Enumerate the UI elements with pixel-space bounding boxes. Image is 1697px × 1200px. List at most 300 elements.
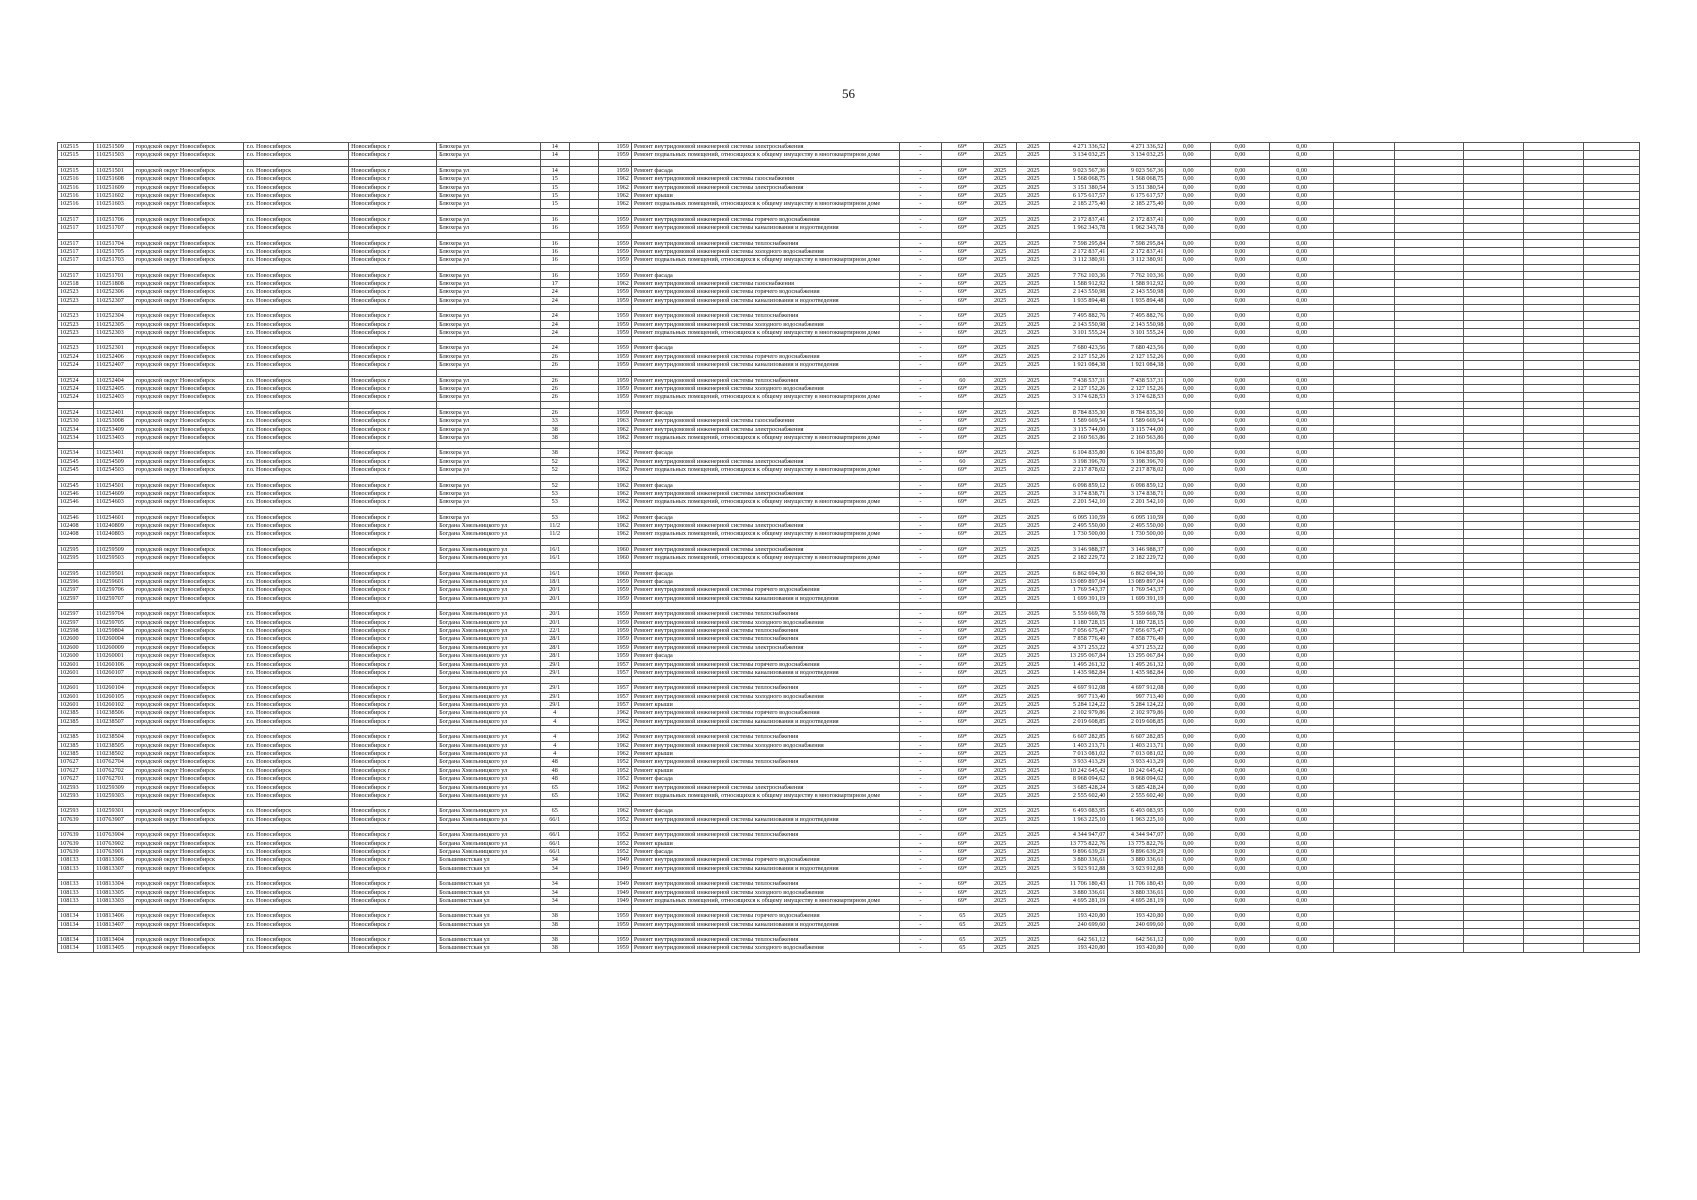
cell-year-to: 2025 bbox=[1017, 449, 1050, 457]
cell-wear-percent: 65 bbox=[941, 936, 983, 944]
table-row bbox=[58, 143, 1640, 151]
cell-city bbox=[349, 264, 437, 271]
cell-work-code: 110251706 bbox=[94, 215, 133, 223]
cell-blank bbox=[569, 562, 598, 569]
cell-build-year: 1959 bbox=[598, 320, 631, 328]
cell-blank bbox=[1463, 701, 1523, 709]
cell-blank bbox=[1334, 815, 1395, 823]
cell-blank bbox=[1395, 545, 1463, 553]
cell-city: Новосибирск г bbox=[349, 143, 437, 151]
cell-object-id: 102534 bbox=[58, 449, 94, 457]
cell-object-id: 108134 bbox=[58, 912, 94, 920]
cell-blank bbox=[1463, 610, 1523, 618]
cell-year-to: 2025 bbox=[1017, 741, 1050, 749]
cell-wear-percent: 69* bbox=[941, 792, 983, 800]
cell-house-number: 38 bbox=[540, 425, 569, 433]
cell-blank bbox=[1334, 200, 1395, 208]
cell-city: Новосибирск г bbox=[349, 498, 437, 506]
cell-object-id: 102516 bbox=[58, 183, 94, 191]
cell-work-type: Ремонт подвальных помещений, относящихся к общему имуществу в многоквартирном доме bbox=[631, 151, 899, 159]
cell-blank bbox=[1334, 594, 1395, 602]
cell-street bbox=[437, 264, 541, 271]
cell-work-code bbox=[94, 873, 133, 880]
cell-year-from: 2025 bbox=[984, 758, 1017, 766]
cell-dash: - bbox=[900, 652, 941, 660]
cell-district: городской округ Новосибирск bbox=[133, 578, 244, 586]
cell-blank bbox=[1523, 618, 1583, 626]
cell-local-cost: 0,00 bbox=[1210, 191, 1269, 199]
cell-build-year bbox=[598, 337, 631, 344]
cell-year-to: 2025 bbox=[1017, 344, 1050, 352]
table-row bbox=[58, 717, 1640, 725]
cell-local-cost: 0,00 bbox=[1210, 750, 1269, 758]
cell-street bbox=[437, 369, 541, 376]
cell-local-cost: 0,00 bbox=[1210, 578, 1269, 586]
cell-other-cost: 0,00 bbox=[1270, 151, 1334, 159]
cell-work-code bbox=[94, 305, 133, 312]
cell-wear-percent: 69* bbox=[941, 684, 983, 692]
cell-fund-cost: 4 271 336,52 bbox=[1108, 143, 1166, 151]
cell-budget-cost: 0,00 bbox=[1166, 709, 1211, 717]
cell-year-to: 2025 bbox=[1017, 709, 1050, 717]
cell-fund-cost: 6 095 110,59 bbox=[1108, 513, 1166, 521]
cell-budget-cost: 0,00 bbox=[1166, 466, 1211, 474]
cell-work-code bbox=[94, 474, 133, 481]
cell-district bbox=[133, 905, 244, 912]
cell-house-number: 16/1 bbox=[540, 569, 569, 577]
cell-city: Новосибирск г bbox=[349, 586, 437, 594]
cell-blank bbox=[1523, 701, 1583, 709]
cell-build-year: 1962 bbox=[598, 425, 631, 433]
cell-year-from: 2025 bbox=[984, 701, 1017, 709]
cell-work-type: Ремонт внутридомовой инженерной системы горячего водоснабжения bbox=[631, 912, 899, 920]
cell-fund-cost: 1 935 894,48 bbox=[1108, 296, 1166, 304]
cell-blank bbox=[1463, 530, 1523, 538]
cell-work-type: Ремонт фасада bbox=[631, 271, 899, 279]
cell-work-type bbox=[631, 369, 899, 376]
cell-work-code: 110254509 bbox=[94, 457, 133, 465]
cell-year-from: 2025 bbox=[984, 594, 1017, 602]
cell-blank bbox=[1523, 603, 1583, 610]
cell-wear-percent: 69* bbox=[941, 481, 983, 489]
cell-fund-cost: 2 185 275,40 bbox=[1108, 200, 1166, 208]
cell-wear-percent: 69* bbox=[941, 280, 983, 288]
cell-total-cost: 2 555 602,40 bbox=[1050, 792, 1108, 800]
cell-wear-percent: 69* bbox=[941, 151, 983, 159]
cell-house-number: 16 bbox=[540, 271, 569, 279]
cell-build-year: 1959 bbox=[598, 652, 631, 660]
cell-object-id bbox=[58, 800, 94, 807]
cell-municipality: г.о. Новосибирск bbox=[244, 457, 349, 465]
cell-budget-cost: 0,00 bbox=[1166, 280, 1211, 288]
cell-total-cost bbox=[1050, 401, 1108, 408]
cell-object-id: 102524 bbox=[58, 352, 94, 360]
cell-blank bbox=[1463, 758, 1523, 766]
cell-local-cost: 0,00 bbox=[1210, 920, 1269, 928]
cell-dash: - bbox=[900, 352, 941, 360]
cell-blank bbox=[1523, 442, 1583, 449]
cell-year-to: 2025 bbox=[1017, 733, 1050, 741]
cell-object-id: 102534 bbox=[58, 433, 94, 441]
cell-city: Новосибирск г bbox=[349, 864, 437, 872]
cell-fund-cost: 13 295 067,84 bbox=[1108, 652, 1166, 660]
cell-build-year: 1960 bbox=[598, 569, 631, 577]
cell-work-code bbox=[94, 401, 133, 408]
cell-blank bbox=[1334, 562, 1395, 569]
cell-other-cost: 0,00 bbox=[1270, 831, 1334, 839]
cell-city: Новосибирск г bbox=[349, 652, 437, 660]
cell-dash: - bbox=[900, 635, 941, 643]
cell-year-from bbox=[984, 401, 1017, 408]
cell-street: Блюхера ул bbox=[437, 457, 541, 465]
cell-blank bbox=[1334, 692, 1395, 700]
cell-work-type: Ремонт внутридомовой инженерной системы электроснабжения bbox=[631, 522, 899, 530]
cell-work-type: Ремонт внутридомовой инженерной системы канализования и водоотведения bbox=[631, 864, 899, 872]
cell-total-cost: 13 295 067,84 bbox=[1050, 652, 1108, 660]
cell-district bbox=[133, 442, 244, 449]
cell-blank bbox=[1334, 288, 1395, 296]
cell-blank bbox=[1523, 684, 1583, 692]
cell-blank bbox=[569, 610, 598, 618]
cell-blank bbox=[1334, 361, 1395, 369]
cell-fund-cost: 9 896 639,29 bbox=[1108, 847, 1166, 855]
cell-wear-percent: 65 bbox=[941, 920, 983, 928]
cell-work-code: 110251603 bbox=[94, 200, 133, 208]
cell-local-cost: 0,00 bbox=[1210, 839, 1269, 847]
cell-build-year: 1962 bbox=[598, 807, 631, 815]
cell-street bbox=[437, 873, 541, 880]
table-row bbox=[58, 944, 1640, 952]
cell-blank bbox=[1463, 905, 1523, 912]
cell-total-cost: 4 344 947,07 bbox=[1050, 831, 1108, 839]
cell-blank bbox=[1523, 912, 1583, 920]
cell-district: городской округ Новосибирск bbox=[133, 807, 244, 815]
cell-work-code: 110813303 bbox=[94, 896, 133, 904]
table-row bbox=[58, 296, 1640, 304]
cell-blank bbox=[1463, 175, 1523, 183]
cell-local-cost: 0,00 bbox=[1210, 888, 1269, 896]
cell-blank bbox=[1334, 296, 1395, 304]
cell-blank bbox=[1583, 466, 1639, 474]
cell-blank bbox=[1583, 569, 1639, 577]
cell-blank bbox=[1334, 232, 1395, 239]
cell-blank bbox=[1395, 425, 1463, 433]
cell-blank bbox=[1334, 329, 1395, 337]
cell-municipality: г.о. Новосибирск bbox=[244, 247, 349, 255]
cell-year-from bbox=[984, 929, 1017, 936]
cell-blank bbox=[1583, 166, 1639, 174]
cell-blank bbox=[1583, 232, 1639, 239]
cell-budget-cost: 0,00 bbox=[1166, 361, 1211, 369]
cell-blank bbox=[569, 433, 598, 441]
cell-year-to bbox=[1017, 677, 1050, 684]
cell-municipality: г.о. Новосибирск bbox=[244, 352, 349, 360]
cell-build-year: 1962 bbox=[598, 481, 631, 489]
cell-object-id: 102524 bbox=[58, 393, 94, 401]
cell-total-cost bbox=[1050, 603, 1108, 610]
cell-blank bbox=[1463, 603, 1523, 610]
cell-blank bbox=[1395, 920, 1463, 928]
cell-build-year: 1959 bbox=[598, 352, 631, 360]
cell-wear-percent bbox=[941, 726, 983, 733]
cell-blank bbox=[1583, 538, 1639, 545]
table-row bbox=[58, 191, 1640, 199]
cell-blank bbox=[1523, 538, 1583, 545]
cell-year-from: 2025 bbox=[984, 847, 1017, 855]
cell-district: городской округ Новосибирск bbox=[133, 610, 244, 618]
cell-district: городской округ Новосибирск bbox=[133, 522, 244, 530]
cell-total-cost: 3 198 396,70 bbox=[1050, 457, 1108, 465]
cell-dash: - bbox=[900, 545, 941, 553]
cell-blank bbox=[1583, 151, 1639, 159]
cell-budget-cost: 0,00 bbox=[1166, 783, 1211, 791]
cell-blank bbox=[1334, 783, 1395, 791]
cell-other-cost bbox=[1270, 800, 1334, 807]
cell-blank bbox=[1583, 750, 1639, 758]
cell-blank bbox=[1395, 880, 1463, 888]
cell-blank bbox=[1463, 200, 1523, 208]
cell-dash: - bbox=[900, 393, 941, 401]
cell-budget-cost: 0,00 bbox=[1166, 660, 1211, 668]
cell-local-cost: 0,00 bbox=[1210, 183, 1269, 191]
cell-object-id bbox=[58, 929, 94, 936]
cell-work-code: 110253403 bbox=[94, 433, 133, 441]
cell-budget-cost: 0,00 bbox=[1166, 545, 1211, 553]
cell-budget-cost: 0,00 bbox=[1166, 839, 1211, 847]
cell-blank bbox=[569, 166, 598, 174]
cell-blank bbox=[1583, 652, 1639, 660]
cell-budget-cost: 0,00 bbox=[1166, 215, 1211, 223]
cell-year-from: 2025 bbox=[984, 408, 1017, 416]
cell-blank bbox=[569, 880, 598, 888]
cell-wear-percent bbox=[941, 369, 983, 376]
cell-work-type: Ремонт внутридомовой инженерной системы горячего водоснабжения bbox=[631, 586, 899, 594]
cell-year-from: 2025 bbox=[984, 944, 1017, 952]
cell-district: городской округ Новосибирск bbox=[133, 847, 244, 855]
cell-blank bbox=[1583, 329, 1639, 337]
cell-build-year: 1959 bbox=[598, 393, 631, 401]
cell-municipality: г.о. Новосибирск bbox=[244, 839, 349, 847]
cell-blank bbox=[1583, 905, 1639, 912]
cell-blank bbox=[1463, 831, 1523, 839]
cell-blank bbox=[1334, 337, 1395, 344]
cell-blank bbox=[569, 352, 598, 360]
cell-local-cost bbox=[1210, 726, 1269, 733]
cell-year-from: 2025 bbox=[984, 709, 1017, 717]
cell-year-to: 2025 bbox=[1017, 175, 1050, 183]
cell-municipality: г.о. Новосибирск bbox=[244, 239, 349, 247]
cell-object-id: 102523 bbox=[58, 344, 94, 352]
cell-fund-cost: 1 495 261,32 bbox=[1108, 660, 1166, 668]
cell-year-from: 2025 bbox=[984, 839, 1017, 847]
cell-city: Новосибирск г bbox=[349, 449, 437, 457]
cell-year-from: 2025 bbox=[984, 481, 1017, 489]
cell-year-to: 2025 bbox=[1017, 783, 1050, 791]
cell-local-cost: 0,00 bbox=[1210, 393, 1269, 401]
cell-local-cost: 0,00 bbox=[1210, 271, 1269, 279]
table-row bbox=[58, 758, 1640, 766]
cell-local-cost bbox=[1210, 677, 1269, 684]
cell-dash: - bbox=[900, 166, 941, 174]
cell-blank bbox=[1583, 498, 1639, 506]
cell-city: Новосибирск г bbox=[349, 618, 437, 626]
cell-blank bbox=[1334, 847, 1395, 855]
cell-total-cost: 7 598 295,84 bbox=[1050, 239, 1108, 247]
cell-work-code: 110251701 bbox=[94, 271, 133, 279]
cell-wear-percent: 69* bbox=[941, 183, 983, 191]
cell-year-to: 2025 bbox=[1017, 408, 1050, 416]
cell-wear-percent: 69* bbox=[941, 352, 983, 360]
cell-year-from: 2025 bbox=[984, 513, 1017, 521]
cell-district: городской округ Новосибирск bbox=[133, 296, 244, 304]
cell-district: городской округ Новосибирск bbox=[133, 792, 244, 800]
cell-budget-cost: 0,00 bbox=[1166, 224, 1211, 232]
cell-dash: - bbox=[900, 320, 941, 328]
cell-year-to: 2025 bbox=[1017, 256, 1050, 264]
cell-wear-percent: 69* bbox=[941, 864, 983, 872]
cell-city: Новосибирск г bbox=[349, 457, 437, 465]
cell-local-cost: 0,00 bbox=[1210, 741, 1269, 749]
cell-blank bbox=[1395, 726, 1463, 733]
cell-budget-cost bbox=[1166, 305, 1211, 312]
cell-year-from: 2025 bbox=[984, 200, 1017, 208]
cell-year-to: 2025 bbox=[1017, 288, 1050, 296]
spacer-row bbox=[58, 442, 1640, 449]
cell-blank bbox=[1334, 873, 1395, 880]
cell-local-cost: 0,00 bbox=[1210, 635, 1269, 643]
cell-work-type: Ремонт внутридомовой инженерной системы электроснабжения bbox=[631, 457, 899, 465]
cell-other-cost: 0,00 bbox=[1270, 522, 1334, 530]
cell-blank bbox=[1395, 603, 1463, 610]
cell-wear-percent bbox=[941, 337, 983, 344]
table-row bbox=[58, 709, 1640, 717]
cell-municipality bbox=[244, 603, 349, 610]
cell-work-type bbox=[631, 506, 899, 513]
cell-municipality: г.о. Новосибирск bbox=[244, 175, 349, 183]
cell-municipality: г.о. Новосибирск bbox=[244, 191, 349, 199]
cell-work-code: 110252304 bbox=[94, 312, 133, 320]
cell-work-code: 110240803 bbox=[94, 530, 133, 538]
cell-fund-cost: 1 568 068,75 bbox=[1108, 175, 1166, 183]
cell-blank bbox=[1463, 425, 1523, 433]
cell-work-code: 110253008 bbox=[94, 417, 133, 425]
cell-local-cost: 0,00 bbox=[1210, 660, 1269, 668]
cell-house-number: 14 bbox=[540, 166, 569, 174]
cell-budget-cost bbox=[1166, 905, 1211, 912]
cell-build-year bbox=[598, 800, 631, 807]
cell-blank bbox=[1463, 305, 1523, 312]
cell-district: городской округ Новосибирск bbox=[133, 329, 244, 337]
cell-total-cost: 10 242 645,42 bbox=[1050, 766, 1108, 774]
cell-work-type: Ремонт подвальных помещений, относящихся к общему имуществу в многоквартирном доме bbox=[631, 792, 899, 800]
cell-blank bbox=[1463, 578, 1523, 586]
cell-district: городской округ Новосибирск bbox=[133, 466, 244, 474]
cell-year-from: 2025 bbox=[984, 880, 1017, 888]
cell-work-code: 110260106 bbox=[94, 660, 133, 668]
table-row bbox=[58, 766, 1640, 774]
cell-city: Новосибирск г bbox=[349, 733, 437, 741]
cell-local-cost: 0,00 bbox=[1210, 586, 1269, 594]
cell-work-type: Ремонт внутридомовой инженерной системы канализования и водоотведения bbox=[631, 296, 899, 304]
cell-object-id: 102593 bbox=[58, 807, 94, 815]
cell-city: Новосибирск г bbox=[349, 660, 437, 668]
cell-budget-cost bbox=[1166, 929, 1211, 936]
cell-work-type bbox=[631, 603, 899, 610]
cell-local-cost: 0,00 bbox=[1210, 522, 1269, 530]
cell-other-cost: 0,00 bbox=[1270, 320, 1334, 328]
cell-other-cost: 0,00 bbox=[1270, 880, 1334, 888]
cell-fund-cost: 3 112 380,91 bbox=[1108, 256, 1166, 264]
cell-blank bbox=[1463, 618, 1523, 626]
cell-work-type: Ремонт внутридомовой инженерной системы горячего водоснабжения bbox=[631, 288, 899, 296]
cell-blank bbox=[569, 677, 598, 684]
cell-municipality: г.о. Новосибирск bbox=[244, 481, 349, 489]
cell-blank bbox=[1523, 554, 1583, 562]
cell-work-code: 110254603 bbox=[94, 498, 133, 506]
cell-wear-percent: 69* bbox=[941, 433, 983, 441]
cell-municipality: г.о. Новосибирск bbox=[244, 384, 349, 392]
cell-dash: - bbox=[900, 384, 941, 392]
spacer-row bbox=[58, 603, 1640, 610]
cell-work-type: Ремонт внутридомовой инженерной системы холодного водоснабжения bbox=[631, 618, 899, 626]
cell-blank bbox=[1583, 352, 1639, 360]
cell-city: Новосибирск г bbox=[349, 643, 437, 651]
cell-work-code bbox=[94, 800, 133, 807]
cell-city bbox=[349, 506, 437, 513]
cell-year-from: 2025 bbox=[984, 783, 1017, 791]
cell-other-cost: 0,00 bbox=[1270, 668, 1334, 676]
cell-work-type: Ремонт внутридомовой инженерной системы горячего водоснабжения bbox=[631, 660, 899, 668]
cell-other-cost bbox=[1270, 873, 1334, 880]
cell-blank bbox=[569, 344, 598, 352]
cell-budget-cost: 0,00 bbox=[1166, 329, 1211, 337]
cell-blank bbox=[569, 626, 598, 634]
cell-year-to bbox=[1017, 232, 1050, 239]
cell-blank bbox=[1463, 296, 1523, 304]
cell-work-type: Ремонт внутридомовой инженерной системы теплоснабжения bbox=[631, 936, 899, 944]
cell-blank bbox=[1523, 393, 1583, 401]
cell-house-number: 66/1 bbox=[540, 839, 569, 847]
cell-fund-cost bbox=[1108, 337, 1166, 344]
cell-total-cost bbox=[1050, 726, 1108, 733]
cell-street: Большевистская ул bbox=[437, 936, 541, 944]
cell-fund-cost bbox=[1108, 305, 1166, 312]
cell-blank bbox=[569, 489, 598, 497]
cell-build-year: 1952 bbox=[598, 847, 631, 855]
cell-work-type: Ремонт подвальных помещений, относящихся к общему имуществу в многоквартирном доме bbox=[631, 433, 899, 441]
cell-municipality bbox=[244, 401, 349, 408]
cell-blank bbox=[1523, 247, 1583, 255]
cell-work-code: 110251704 bbox=[94, 239, 133, 247]
cell-blank bbox=[1523, 594, 1583, 602]
cell-work-type: Ремонт подвальных помещений, относящихся к общему имуществу в многоквартирном доме bbox=[631, 466, 899, 474]
cell-blank bbox=[1334, 880, 1395, 888]
cell-blank bbox=[1523, 232, 1583, 239]
cell-work-code: 110252307 bbox=[94, 296, 133, 304]
cell-local-cost: 0,00 bbox=[1210, 417, 1269, 425]
cell-wear-percent: 69* bbox=[941, 888, 983, 896]
cell-blank bbox=[1395, 896, 1463, 904]
cell-blank bbox=[1334, 839, 1395, 847]
cell-blank bbox=[1334, 312, 1395, 320]
cell-other-cost bbox=[1270, 232, 1334, 239]
cell-blank bbox=[1523, 569, 1583, 577]
cell-object-id: 102517 bbox=[58, 271, 94, 279]
cell-work-code bbox=[94, 159, 133, 166]
cell-blank bbox=[1523, 481, 1583, 489]
cell-local-cost: 0,00 bbox=[1210, 239, 1269, 247]
cell-dash: - bbox=[900, 247, 941, 255]
